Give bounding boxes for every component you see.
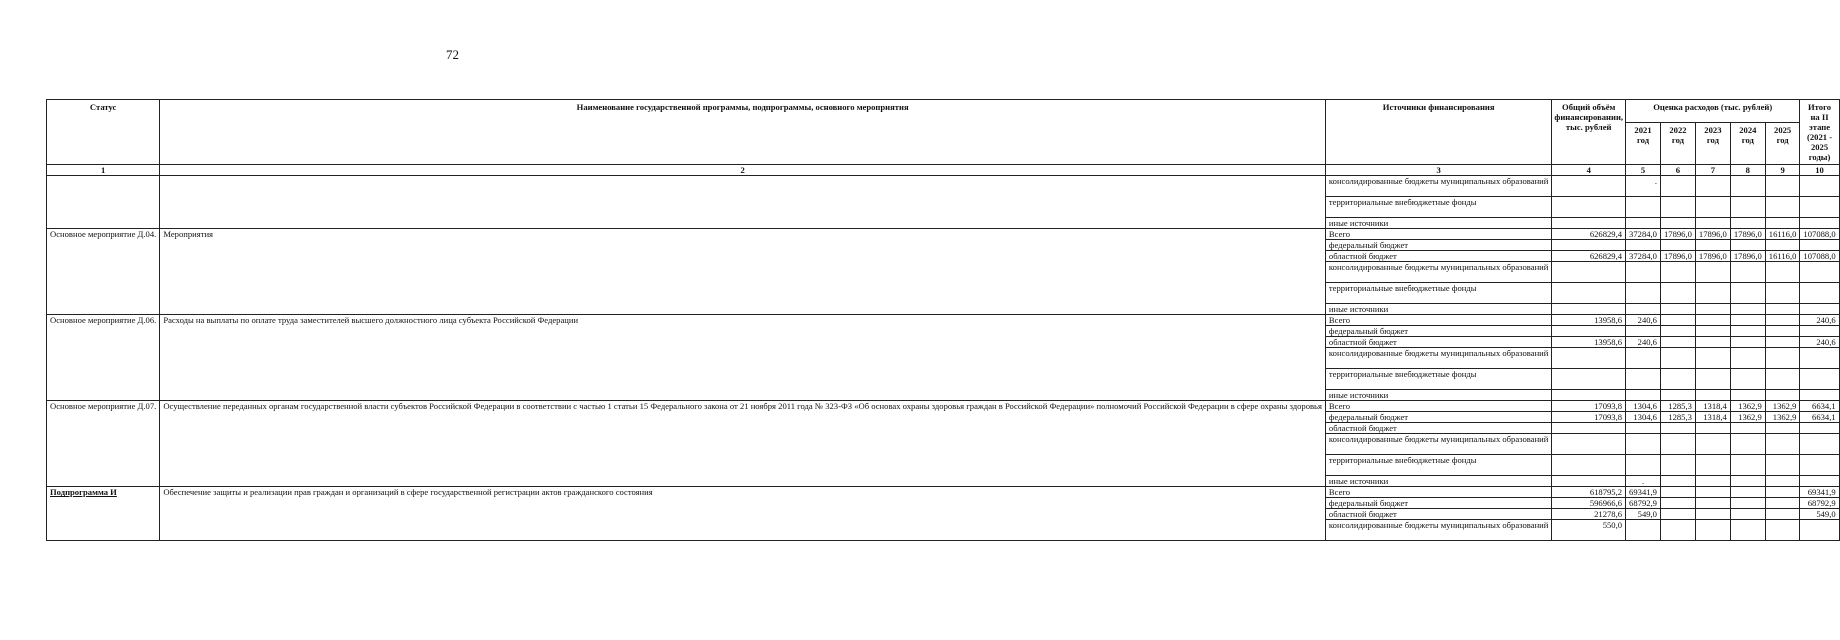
column-number-1: 1 [47,165,160,176]
budget-table [46,99,1840,541]
year-2023-cell [1695,509,1730,520]
column-number-8: 8 [1730,165,1765,176]
header-total: Общий объём финансировании, тыс. рублей [1552,100,1626,165]
source-cell: федеральный бюджет [1325,326,1551,337]
source-cell: иные источники [1325,218,1551,229]
summary-cell [1800,390,1839,401]
source-cell: Всего [1325,401,1551,412]
year-2021-cell: 1304,6 [1626,401,1661,412]
summary-cell: 6634,1 [1800,412,1839,423]
year-2025-cell [1765,304,1800,315]
source-cell: Всего [1325,487,1551,498]
year-2024-cell [1730,434,1765,455]
year-2023-cell [1695,240,1730,251]
year-2023-cell [1695,283,1730,304]
header-year-2023: 2023 год [1695,122,1730,164]
year-2023-cell [1695,218,1730,229]
year-2023-cell [1695,520,1730,541]
total-cell [1552,283,1626,304]
year-2023-cell [1695,390,1730,401]
year-2021-cell [1626,455,1661,476]
year-2021-cell [1626,390,1661,401]
summary-cell: 68792,9 [1800,498,1839,509]
summary-cell: 69341,9 [1800,487,1839,498]
source-cell: иные источники [1325,304,1551,315]
year-2025-cell [1765,434,1800,455]
year-2021-cell: 37284,0 [1626,251,1661,262]
year-2025-cell [1765,498,1800,509]
source-cell: федеральный бюджет [1325,498,1551,509]
source-cell: Всего [1325,315,1551,326]
year-2023-cell [1695,262,1730,283]
column-number-2: 2 [160,165,1326,176]
summary-cell [1800,262,1839,283]
total-cell: 17093,8 [1552,401,1626,412]
year-2023-cell [1695,476,1730,487]
header-year-2024: 2024 год [1730,122,1765,164]
year-2022-cell [1660,240,1695,251]
header-sources: Источники финансирования [1325,100,1551,165]
year-2023-cell [1695,337,1730,348]
total-cell [1552,326,1626,337]
year-2022-cell [1660,520,1695,541]
name-cell [160,176,1326,229]
header-summary: Итого на II этапе (2021 - 2025 годы) [1800,100,1839,165]
year-2021-cell [1626,304,1661,315]
year-2025-cell [1765,509,1800,520]
summary-cell [1800,423,1839,434]
year-2023-cell [1695,434,1730,455]
year-2023-cell [1695,176,1730,197]
header-status: Статус [47,100,160,165]
source-cell: иные источники [1325,476,1551,487]
year-2023-cell: 17896,0 [1695,251,1730,262]
year-2023-cell: 1318,4 [1695,412,1730,423]
year-2022-cell [1660,423,1695,434]
year-2025-cell [1765,337,1800,348]
table-row [47,487,1840,498]
summary-cell: 107088,0 [1800,251,1839,262]
year-2025-cell [1765,455,1800,476]
status-cell: Подпрограмма И [47,487,160,541]
total-cell: 21278,6 [1552,509,1626,520]
source-cell: консолидированные бюджеты муниципальных образований [1325,520,1551,541]
year-2022-cell [1660,315,1695,326]
year-2021-cell [1626,434,1661,455]
total-cell: 13958,6 [1552,337,1626,348]
source-cell: территориальные внебюджетные фонды [1325,197,1551,218]
year-2024-cell [1730,390,1765,401]
total-cell [1552,176,1626,197]
year-2023-cell [1695,455,1730,476]
year-2022-cell [1660,509,1695,520]
year-2022-cell [1660,487,1695,498]
year-2025-cell [1765,487,1800,498]
year-2024-cell [1730,304,1765,315]
total-cell [1552,476,1626,487]
year-2024-cell [1730,476,1765,487]
total-cell: 618795,2 [1552,487,1626,498]
summary-cell [1800,218,1839,229]
total-cell: 626829,4 [1552,251,1626,262]
year-2024-cell: 17896,0 [1730,251,1765,262]
year-2024-cell [1730,520,1765,541]
year-2022-cell: 17896,0 [1660,251,1695,262]
year-2023-cell [1695,423,1730,434]
summary-cell [1800,348,1839,369]
year-2021-cell: 240,6 [1626,315,1661,326]
year-2022-cell: 1285,3 [1660,412,1695,423]
year-2025-cell [1765,476,1800,487]
year-2022-cell [1660,498,1695,509]
year-2025-cell [1765,315,1800,326]
year-2022-cell [1660,337,1695,348]
year-2021-cell: 1304,6 [1626,412,1661,423]
year-2025-cell [1765,262,1800,283]
year-2022-cell: 17896,0 [1660,229,1695,240]
column-number-9: 9 [1765,165,1800,176]
year-2025-cell [1765,520,1800,541]
status-cell: Основное мероприятие Д.06. [47,315,160,401]
year-2024-cell [1730,487,1765,498]
year-2021-cell [1626,283,1661,304]
year-2024-cell [1730,348,1765,369]
source-cell: федеральный бюджет [1325,412,1551,423]
source-cell: консолидированные бюджеты муниципальных образований [1325,176,1551,197]
column-number-3: 3 [1325,165,1551,176]
column-number-5: 5 [1626,165,1661,176]
year-2025-cell [1765,423,1800,434]
total-cell [1552,434,1626,455]
year-2024-cell [1730,262,1765,283]
year-2021-cell: 240,6 [1626,337,1661,348]
source-cell: территориальные внебюджетные фонды [1325,283,1551,304]
header-name: Наименование государственной программы, подпрограммы, основного мероприятия [160,100,1326,165]
year-2021-cell: 69341,9 [1626,487,1661,498]
total-cell: 13958,6 [1552,315,1626,326]
year-2022-cell [1660,390,1695,401]
year-2023-cell [1695,304,1730,315]
year-2024-cell: 1362,9 [1730,412,1765,423]
source-cell: областной бюджет [1325,423,1551,434]
year-2021-cell: . [1626,476,1661,487]
summary-cell [1800,520,1839,541]
year-2024-cell: 1362,9 [1730,401,1765,412]
summary-cell [1800,455,1839,476]
year-2024-cell [1730,240,1765,251]
status-cell: Основное мероприятие Д.04. [47,229,160,315]
year-2024-cell [1730,283,1765,304]
year-2023-cell: 1318,4 [1695,401,1730,412]
year-2025-cell: 1362,9 [1765,401,1800,412]
summary-cell [1800,434,1839,455]
year-2025-cell [1765,176,1800,197]
year-2025-cell: 16116,0 [1765,251,1800,262]
name-cell: Расходы на выплаты по оплате труда заместителей высшего должностного лица субъекта Российской Федерации [160,315,1326,401]
source-cell: иные источники [1325,390,1551,401]
column-number-6: 6 [1660,165,1695,176]
year-2023-cell [1695,326,1730,337]
year-2024-cell [1730,315,1765,326]
year-2022-cell [1660,283,1695,304]
column-number-4: 4 [1552,165,1626,176]
year-2021-cell [1626,240,1661,251]
summary-cell [1800,326,1839,337]
summary-cell: 240,6 [1800,337,1839,348]
source-cell: консолидированные бюджеты муниципальных образований [1325,434,1551,455]
year-2025-cell [1765,197,1800,218]
table-body [47,165,1840,541]
year-2024-cell [1730,509,1765,520]
name-cell: Мероприятия [160,229,1326,315]
source-cell: областной бюджет [1325,509,1551,520]
status-cell: Основное мероприятие Д.07. [47,401,160,487]
year-2021-cell [1626,262,1661,283]
total-cell [1552,197,1626,218]
column-number-10: 10 [1800,165,1839,176]
summary-cell [1800,369,1839,390]
table-row [47,229,1840,240]
source-cell: областной бюджет [1325,337,1551,348]
summary-cell: 240,6 [1800,315,1839,326]
year-2024-cell [1730,197,1765,218]
total-cell: 596966,6 [1552,498,1626,509]
total-cell: 17093,8 [1552,412,1626,423]
page-number: 72 [446,47,459,62]
year-2023-cell [1695,498,1730,509]
summary-cell [1800,476,1839,487]
year-2024-cell [1730,218,1765,229]
name-cell: Обеспечение защиты и реализации прав граждан и организаций в сфере государственной регистрации актов гражданского состояния [160,487,1326,541]
year-2021-cell [1626,326,1661,337]
year-2025-cell [1765,390,1800,401]
year-2022-cell [1660,262,1695,283]
year-2022-cell [1660,304,1695,315]
year-2022-cell [1660,197,1695,218]
total-cell [1552,390,1626,401]
total-cell [1552,262,1626,283]
name-cell: Осуществление переданных органам государственной власти субъектов Российской Федерации в соответствии с частью 1 статьи 15 Федерального закона от 21 ноября 2011 года № 323-ФЗ «Об основах охраны здоровья граждан в Российской Федерации» полномочий Российской Федерации в сфере охраны здоровья [160,401,1326,487]
year-2021-cell: 68792,9 [1626,498,1661,509]
year-2024-cell [1730,326,1765,337]
year-2021-cell [1626,218,1661,229]
year-2022-cell [1660,348,1695,369]
year-2021-cell [1626,520,1661,541]
year-2023-cell [1695,487,1730,498]
table-header [47,100,1840,165]
year-2024-cell: 17896,0 [1730,229,1765,240]
header-estimate: Оценка расходов (тыс. рублей) [1626,100,1800,123]
year-2025-cell: 1362,9 [1765,412,1800,423]
year-2021-cell: . [1626,176,1661,197]
year-2021-cell [1626,197,1661,218]
total-cell [1552,455,1626,476]
total-cell [1552,218,1626,229]
header-year-2025: 2025 год [1765,122,1800,164]
header-year-2021: 2021 год [1626,122,1661,164]
year-2022-cell [1660,476,1695,487]
summary-cell [1800,240,1839,251]
year-2021-cell [1626,369,1661,390]
year-2024-cell [1730,337,1765,348]
total-cell [1552,369,1626,390]
header-year-2022: 2022 год [1660,122,1695,164]
year-2022-cell: 1285,3 [1660,401,1695,412]
year-2021-cell [1626,423,1661,434]
column-number-7: 7 [1695,165,1730,176]
source-cell: Всего [1325,229,1551,240]
total-cell [1552,240,1626,251]
year-2023-cell: 17896,0 [1695,229,1730,240]
total-cell [1552,423,1626,434]
summary-cell: 549,0 [1800,509,1839,520]
year-2021-cell: 37284,0 [1626,229,1661,240]
summary-cell: 107088,0 [1800,229,1839,240]
year-2024-cell [1730,423,1765,434]
year-2023-cell [1695,197,1730,218]
status-cell [47,176,160,229]
year-2024-cell [1730,176,1765,197]
source-cell: консолидированные бюджеты муниципальных образований [1325,262,1551,283]
total-cell: 626829,4 [1552,229,1626,240]
year-2022-cell [1660,176,1695,197]
table-row [47,401,1840,412]
summary-cell [1800,197,1839,218]
summary-cell [1800,304,1839,315]
year-2025-cell [1765,326,1800,337]
year-2023-cell [1695,315,1730,326]
year-2024-cell [1730,498,1765,509]
source-cell: федеральный бюджет [1325,240,1551,251]
year-2025-cell [1765,218,1800,229]
total-cell: 550,0 [1552,520,1626,541]
source-cell: территориальные внебюджетные фонды [1325,369,1551,390]
year-2021-cell: 549,0 [1626,509,1661,520]
year-2025-cell [1765,283,1800,304]
source-cell: консолидированные бюджеты муниципальных образований [1325,348,1551,369]
year-2021-cell [1626,348,1661,369]
summary-cell: 6634,1 [1800,401,1839,412]
year-2022-cell [1660,434,1695,455]
year-2025-cell [1765,369,1800,390]
year-2024-cell [1730,369,1765,390]
year-2025-cell: 16116,0 [1765,229,1800,240]
summary-cell [1800,176,1839,197]
year-2022-cell [1660,218,1695,229]
total-cell [1552,348,1626,369]
source-cell: территориальные внебюджетные фонды [1325,455,1551,476]
year-2022-cell [1660,326,1695,337]
year-2023-cell [1695,348,1730,369]
table-row [47,176,1840,197]
source-cell: областной бюджет [1325,251,1551,262]
table-row [47,315,1840,326]
year-2022-cell [1660,369,1695,390]
total-cell [1552,304,1626,315]
column-numbers-row [47,165,1840,176]
year-2022-cell [1660,455,1695,476]
summary-cell [1800,283,1839,304]
year-2023-cell [1695,369,1730,390]
year-2025-cell [1765,348,1800,369]
year-2024-cell [1730,455,1765,476]
year-2025-cell [1765,240,1800,251]
